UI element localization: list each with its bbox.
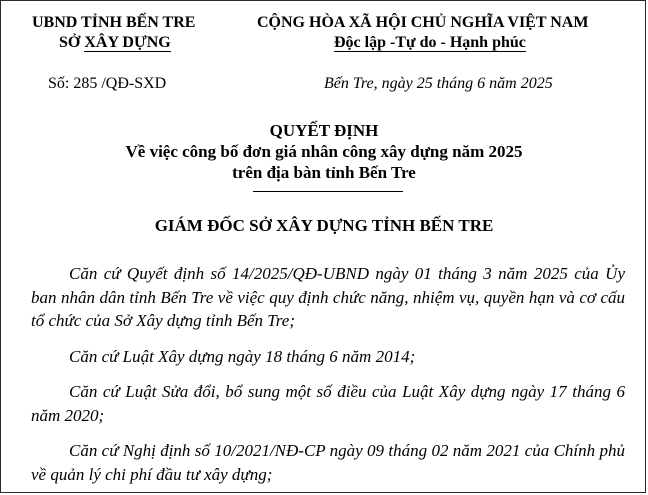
issuing-department [59,33,171,53]
legal-basis-4: Căn cứ Nghị định số 10/2021/NĐ-CP ngày 09 tháng 02 năm 2021 của Chính phủ về quản lý chi phí đầu tư xây dựng; [31,441,625,484]
legal-basis-1: Căn cứ Quyết định số 14/2025/QĐ-UBND ngày 01 tháng 3 năm 2025 của Ủy ban nhân dân tỉnh Bến Tre về việc quy định chức năng, nhiệm vụ, quyền hạn và cơ cấu tổ chức của Sở Xây dựng tỉnh Bến Tre; [31,264,625,330]
decision-subject-line1: Về việc công bố đơn giá nhân công xây dựng năm 2025 [125,142,523,161]
national-motto-text: Độc lập -Tự do - Hạnh phúc [334,34,526,51]
decision-heading: QUYẾT ĐỊNH [269,121,379,140]
national-title: CỘNG HÒA XÃ HỘI CHỦ NGHĨA VIỆT NAM [257,14,589,31]
legal-basis-3: Căn cứ Luật Sửa đổi, bổ sung một số điều của Luật Xây dựng ngày 17 tháng 6 năm 2020; [31,382,625,425]
issuing-department-underlined: XÂY DỰNG [84,34,171,51]
decision-subject-line2: trên địa bàn tỉnh Bến Tre [232,163,416,182]
title-divider [253,191,403,192]
issuing-province: UBND TỈNH BẾN TRE [32,14,196,31]
national-motto [334,33,526,53]
legal-basis-2: Căn cứ Luật Xây dựng ngày 18 tháng 6 năm 2014; [69,347,416,366]
document-number: Số: 285 /QĐ-SXD [48,75,167,92]
issuing-department-prefix: SỞ [59,34,85,51]
place-and-date: Bến Tre, ngày 25 tháng 6 năm 2025 [324,75,553,92]
issuing-authority: GIÁM ĐỐC SỞ XÂY DỰNG TỈNH BẾN TRE [154,216,494,235]
